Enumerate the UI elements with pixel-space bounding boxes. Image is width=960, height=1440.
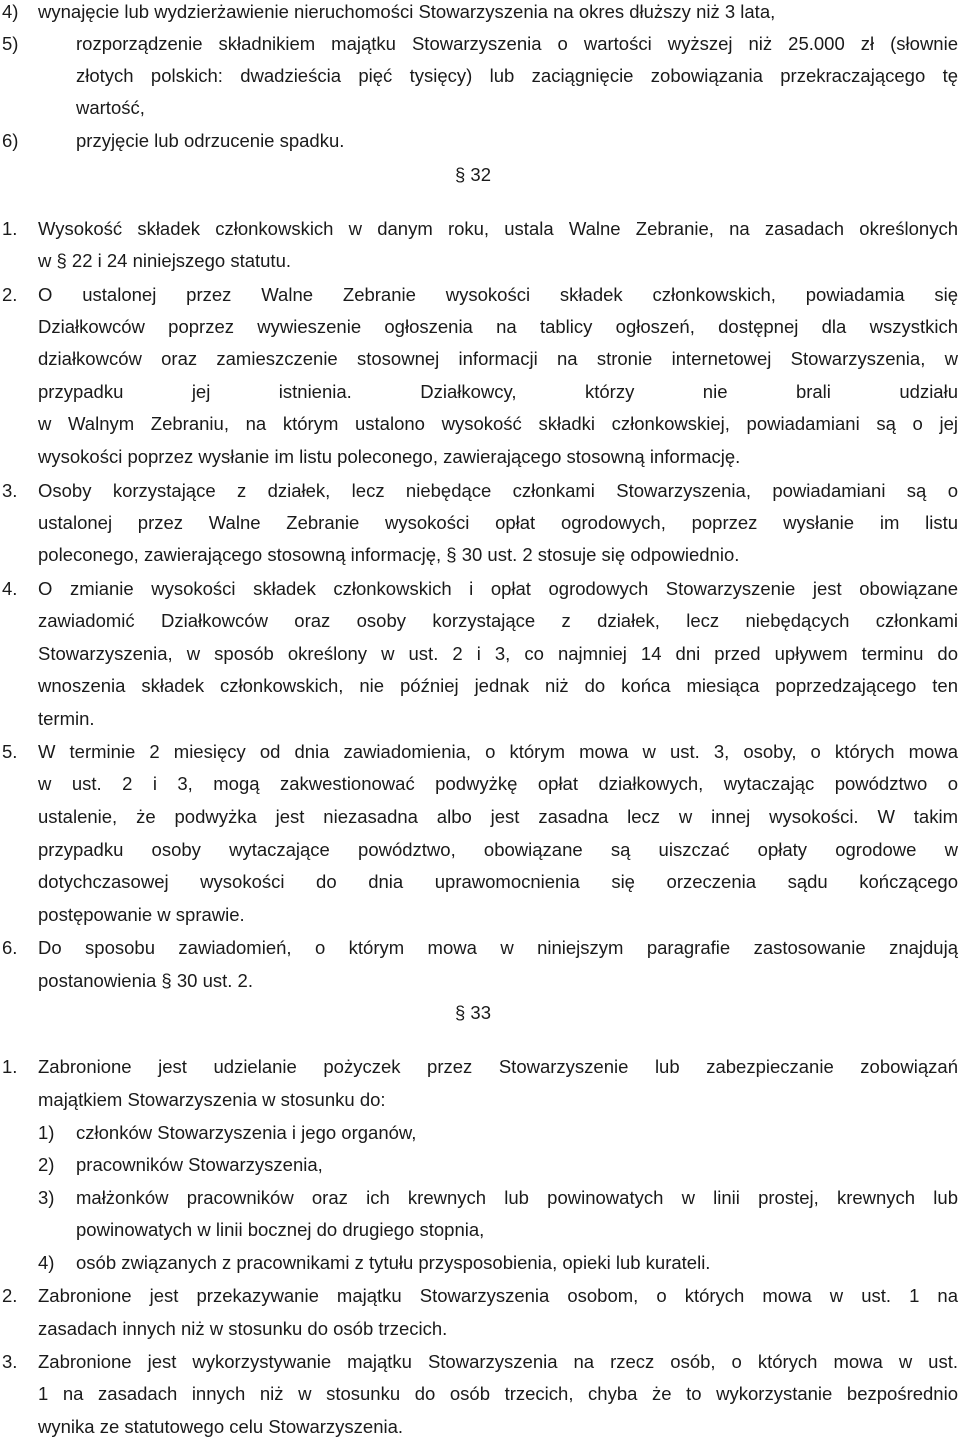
paragraph-line: przypadku jej istnienia. Działkowcy, którzy nie brali udziału [38,381,958,402]
paragraph-line: 1 na zasadach innych niż w stosunku do osób trzecich, chyba że to wykorzystanie bezpośrednio [38,1383,958,1404]
paragraph-number: 3. [2,1351,18,1372]
paragraph-line: ustalonej przez Walne Zebranie wysokości opłat ogrodowych, poprzez wysłanie im listu [38,512,958,533]
paragraph-line: postanowienia § 30 ust. 2. [38,970,253,991]
item-number: 1) [38,1122,55,1143]
list-item-text: powinowatych w linii bocznej do drugiego stopnia, [76,1219,485,1240]
paragraph-line: wynika ze statutowego celu Stowarzyszenia. [38,1416,404,1437]
paragraph-line: O ustalonej przez Walne Zebranie wysokości składek członkowskich, powiadamia się [38,284,958,305]
paragraph-line: wysokości poprzez wysłanie im listu poleconego, zawierającego stosowną informację. [38,446,741,467]
paragraph-line: dotychczasowej wysokości do dnia uprawomocnienia się orzeczenia sądu kończącego [38,871,958,892]
paragraph-line: wnoszenia składek członkowskich, nie później jednak niż do końca miesiąca poprzedzającego ten [38,675,958,696]
paragraph-line: majątkiem Stowarzyszenia w stosunku do: [38,1089,386,1110]
paragraph-number: 2. [2,1285,18,1306]
paragraph-line: W terminie 2 miesięcy od dnia zawiadomienia, o którym mowa w ust. 3, osoby, o których mowa [38,741,958,762]
item-number: 6) [2,130,19,151]
paragraph-line: w ust. 2 i 3, mogą zakwestionować podwyżkę opłat działkowych, wytaczając powództwo o [38,773,958,794]
list-item-text: złotych polskich: dwadzieścia pięć tysięcy) lub zaciągnięcie zobowiązania przekraczającego tę [76,65,958,86]
paragraph-line: w § 22 i 24 niniejszego statutu. [38,250,291,271]
paragraph-line: Zabronione jest udzielanie pożyczek przez Stowarzyszenie lub zabezpieczanie zobowiązań [38,1056,958,1077]
list-item-text: małżonków pracowników oraz ich krewnych lub powinowatych w linii prostej, krewnych lub [76,1187,958,1208]
paragraph-number: 3. [2,480,18,501]
paragraph-line: postępowanie w sprawie. [38,904,245,925]
paragraph-line: termin. [38,708,95,729]
paragraph-line: zawiadomić Działkowców oraz osoby korzystające z działek, lecz niebędących członkami [38,610,958,631]
paragraph-number: 1. [2,218,18,239]
list-item-text: osób związanych z pracownikami z tytułu przysposobienia, opieki lub kurateli. [76,1252,711,1273]
paragraph-line: Zabronione jest przekazywanie majątku Stowarzyszenia osobom, o których mowa w ust. 1 na [38,1285,958,1306]
paragraph-line: Działkowców poprzez wywieszenie ogłoszenia na tablicy ogłoszeń, dostępnej dla wszystkich [38,316,958,337]
section-heading: § 33 [455,1002,492,1023]
item-number: 2) [38,1154,55,1175]
list-item-text: pracowników Stowarzyszenia, [76,1154,323,1175]
paragraph-number: 4. [2,578,18,599]
paragraph-line: w Walnym Zebraniu, na którym ustalono wysokość składki członkowskiej, powiadamiani są o jej [38,413,958,434]
paragraph-line: poleconego, zawierającego stosowną informację, § 30 ust. 2 stosuje się odpowiednio. [38,544,740,565]
list-item-text: wartość, [76,97,145,118]
paragraph-line: zasadach innych niż w stosunku do osób trzecich. [38,1318,448,1339]
paragraph-line: ustalenie, że podwyżka jest niezasadna albo jest zasadna lecz w innej wysokości. W takim [38,806,958,827]
list-item-text: przyjęcie lub odrzucenie spadku. [76,130,345,151]
paragraph-number: 2. [2,284,18,305]
paragraph-line: O zmianie wysokości składek członkowskich i opłat ogrodowych Stowarzyszenie jest obowiązane [38,578,958,599]
paragraph-line: Wysokość składek członkowskich w danym roku, ustala Walne Zebranie, na zasadach określonych [38,218,958,239]
paragraph-line: Do sposobu zawiadomień, o którym mowa w niniejszym paragrafie zastosowanie znajdują [38,937,958,958]
paragraph-number: 5. [2,741,18,762]
item-number: 3) [38,1187,55,1208]
paragraph-line: przypadku osoby wytaczające powództwo, obowiązane są uiszczać opłaty ogrodowe w [38,839,958,860]
list-item-text: rozporządzenie składnikiem majątku Stowarzyszenia o wartości wyższej niż 25.000 zł (słownie [76,33,958,54]
paragraph-line: działkowców oraz zamieszczenie stosownej informacji na stronie internetowej Stowarzyszenia, w [38,348,958,369]
paragraph-number: 1. [2,1056,18,1077]
paragraph-line: Zabronione jest wykorzystywanie majątku Stowarzyszenia na rzecz osób, o których mowa w ust. [38,1351,958,1372]
paragraph-line: Stowarzyszenia, w sposób określony w ust. 2 i 3, co najmniej 14 dni przed upływem terminu do [38,643,958,664]
item-number: 4) [38,1252,55,1273]
item-number: 5) [2,33,19,54]
paragraph-line: Osoby korzystające z działek, lecz niebędące członkami Stowarzyszenia, powiadamiani są o [38,480,958,501]
list-item-text: członków Stowarzyszenia i jego organów, [76,1122,417,1143]
section-heading: § 32 [455,164,492,185]
paragraph-number: 6. [2,937,18,958]
item-number: 4) [2,1,19,22]
list-item-text: wynajęcie lub wydzierżawienie nieruchomości Stowarzyszenia na okres dłuższy niż 3 lata, [38,1,776,22]
